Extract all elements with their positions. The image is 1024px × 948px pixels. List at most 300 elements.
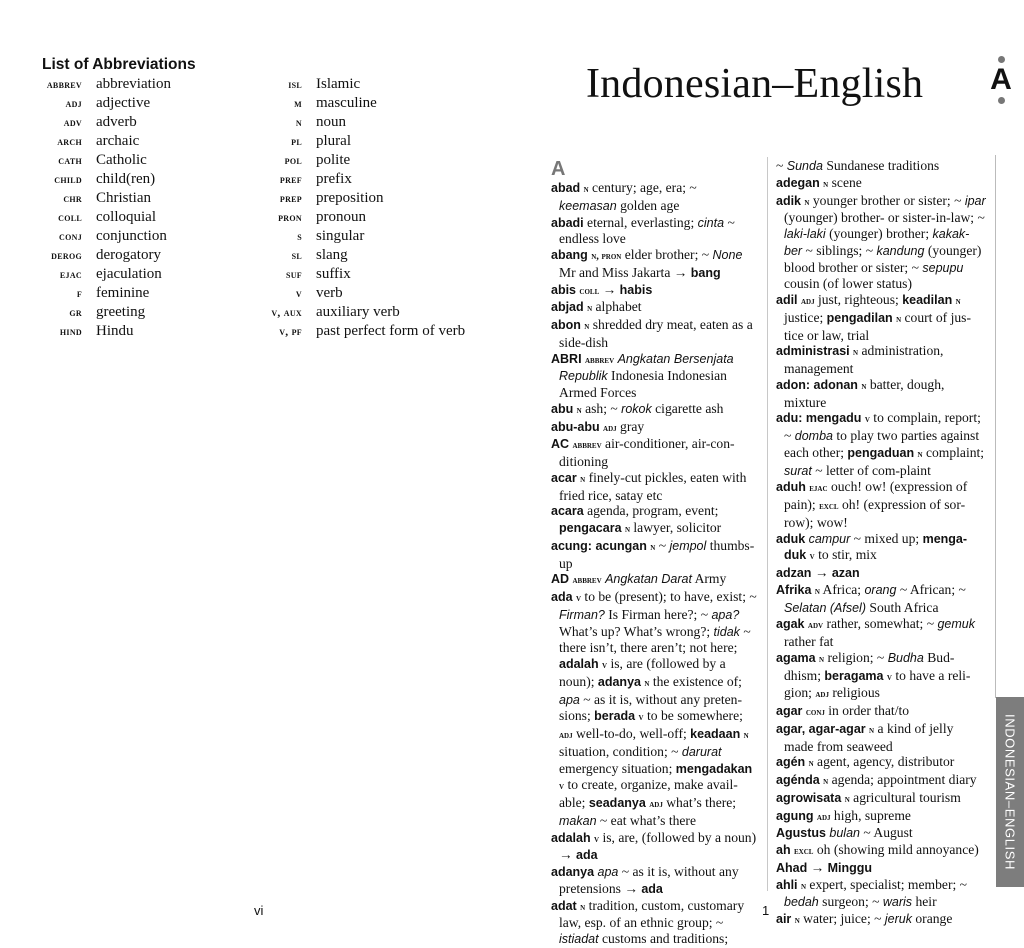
entry-headword: azan bbox=[831, 566, 860, 580]
entry-part-of-speech: coll bbox=[579, 285, 600, 297]
entry-headword: ada bbox=[551, 590, 573, 604]
thumb-dot-top bbox=[998, 56, 1005, 63]
entry-text: oh! (expression of sor-row); wow! bbox=[784, 497, 966, 530]
dictionary-entry bbox=[776, 650, 986, 703]
entry-headword: menga-duk bbox=[784, 531, 968, 563]
entry-text: heir bbox=[912, 894, 937, 910]
entry-text: ~ as it is, without any pretensions → bbox=[559, 864, 739, 896]
entry-headword: ABRI bbox=[551, 351, 582, 366]
entry-text: ~ as it is, without any preten-sions; bbox=[559, 691, 743, 724]
entry-text: lawyer, solicitor bbox=[630, 520, 722, 535]
entry-headword: ahli bbox=[776, 877, 798, 892]
entry-headword: seadanya bbox=[588, 796, 646, 810]
entry-text: just, righteous; bbox=[814, 292, 903, 307]
dictionary-entry bbox=[776, 911, 986, 929]
entry-part-of-speech: n bbox=[794, 915, 800, 926]
abbreviation-row bbox=[232, 323, 465, 342]
entry-text: air-conditioner, air-con-ditioning bbox=[559, 436, 735, 469]
abbreviation-row bbox=[232, 266, 465, 285]
dictionary-entry bbox=[776, 479, 986, 530]
abbreviation-code: pref bbox=[279, 174, 302, 186]
entry-headword: agar bbox=[776, 704, 803, 718]
entry-text: to create, organize, make avail-able; bbox=[559, 777, 738, 810]
abbreviation-code: child bbox=[54, 174, 82, 186]
entry-headword: acar bbox=[551, 470, 577, 485]
entry-text: is, are (followed by a noun); bbox=[559, 656, 726, 689]
entry-text: South Africa bbox=[865, 599, 939, 615]
abbreviation-row bbox=[30, 133, 171, 152]
entry-text: eternal, everlasting; bbox=[583, 214, 698, 230]
abbreviation-code: m bbox=[294, 98, 302, 110]
entry-example: Budha bbox=[887, 650, 924, 665]
entry-text: justice; bbox=[784, 309, 827, 325]
abbreviations-column-2 bbox=[232, 76, 465, 342]
abbreviation-row bbox=[30, 190, 171, 209]
entry-text: what’s there; bbox=[662, 795, 737, 810]
entry-text: high, supreme bbox=[830, 807, 911, 823]
abbreviation-meaning: derogatory bbox=[96, 247, 161, 263]
entry-text: century; age, era; ~ bbox=[588, 180, 697, 195]
dictionary-entry bbox=[776, 772, 986, 790]
dictionary-entry bbox=[551, 419, 757, 437]
abbreviation-code: pol bbox=[284, 155, 302, 167]
entry-part-of-speech: adj bbox=[649, 799, 663, 810]
entry-text: → bbox=[599, 281, 620, 297]
entry-text: well-to-do, well-off; bbox=[572, 726, 691, 741]
entry-text: golden age bbox=[616, 197, 680, 213]
entry-headword: abad bbox=[551, 181, 581, 195]
dictionary-entry bbox=[776, 292, 986, 343]
entry-headword: acung: acungan bbox=[551, 538, 647, 553]
entry-headword: Afrika bbox=[776, 582, 812, 597]
entry-headword: agama bbox=[776, 650, 816, 665]
entry-text: rather, somewhat; ~ bbox=[823, 616, 938, 632]
entry-part-of-speech: conj bbox=[805, 707, 825, 718]
abbreviation-meaning: colloquial bbox=[96, 209, 156, 225]
entry-text: Mr and Miss Jakarta → bbox=[559, 264, 691, 280]
entry-part-of-speech: n bbox=[583, 184, 589, 195]
entry-part-of-speech: n bbox=[808, 758, 814, 770]
entry-text: ~ siblings; ~ bbox=[802, 242, 877, 258]
entry-text: ~ August bbox=[860, 825, 913, 841]
entry-example: gemuk bbox=[937, 617, 976, 632]
abbreviation-row bbox=[30, 304, 171, 323]
entry-part-of-speech: n bbox=[644, 677, 650, 689]
column-divider bbox=[767, 157, 768, 891]
entry-part-of-speech: adj bbox=[815, 689, 829, 701]
page-number-left: vi bbox=[254, 903, 264, 918]
dictionary-entry bbox=[551, 282, 757, 300]
abbreviation-meaning: adverb bbox=[96, 114, 137, 130]
entry-example: kakak-ber bbox=[784, 227, 970, 258]
entry-text: → bbox=[811, 565, 832, 580]
entry-text: situation, condition; ~ bbox=[559, 743, 682, 759]
entry-part-of-speech: adj bbox=[559, 730, 573, 741]
abbreviation-row bbox=[232, 209, 465, 228]
entry-text: agricultural tourism bbox=[849, 789, 961, 805]
entry-text: emergency situation; bbox=[559, 760, 676, 776]
entry-headword: abu bbox=[551, 401, 574, 416]
entry-example: cinta bbox=[697, 215, 725, 230]
entry-text: tradition, custom, customary law, esp. of an ethnic group; ~ bbox=[559, 897, 745, 931]
entry-text: ~ African; ~ bbox=[896, 581, 966, 597]
entry-example: None bbox=[712, 248, 743, 262]
abbreviation-code: s bbox=[297, 231, 302, 243]
entry-headword: agar, agar-agar bbox=[776, 721, 866, 736]
entry-headword: abang bbox=[551, 248, 588, 262]
abbreviation-code: v bbox=[295, 288, 302, 300]
entry-example: laki-laki bbox=[784, 227, 826, 241]
entry-headword: ah bbox=[776, 843, 791, 857]
entry-text: to stir, mix bbox=[814, 547, 877, 563]
abbreviation-code: arch bbox=[57, 136, 82, 148]
abbreviation-meaning: preposition bbox=[316, 190, 384, 206]
dictionary-title: Indonesian–English bbox=[586, 61, 924, 107]
dictionary-entry bbox=[776, 754, 986, 772]
entry-text: Sundanese traditions bbox=[822, 158, 940, 173]
abbreviation-row bbox=[232, 95, 465, 114]
side-rule bbox=[995, 155, 996, 698]
abbreviation-code: abbrev bbox=[46, 79, 82, 91]
entry-part-of-speech: v bbox=[602, 660, 608, 671]
dictionary-entry bbox=[551, 436, 757, 470]
entry-text: religious bbox=[828, 685, 880, 701]
entry-example: makan bbox=[559, 813, 597, 828]
abbreviation-meaning: plural bbox=[316, 133, 351, 149]
entry-headword: abis bbox=[551, 282, 577, 297]
entry-part-of-speech: v bbox=[559, 781, 565, 793]
entry-part-of-speech: n bbox=[823, 776, 829, 787]
entry-example: Firman? bbox=[559, 607, 605, 622]
abbreviation-meaning: greeting bbox=[96, 304, 146, 320]
abbreviation-meaning: conjunction bbox=[96, 228, 167, 244]
entry-headword: mengadakan bbox=[675, 761, 753, 776]
abbreviation-code: hind bbox=[59, 326, 82, 338]
entry-text: finely-cut pickles, eaten with fried rice, satay etc bbox=[559, 469, 747, 503]
entry-headword: adalah bbox=[551, 830, 591, 845]
abbreviation-code: n bbox=[295, 117, 302, 129]
abbreviation-code: pron bbox=[278, 212, 302, 224]
abbreviation-meaning: singular bbox=[316, 228, 365, 244]
entry-text: to be somewhere; bbox=[643, 708, 743, 724]
entry-headword: beragama bbox=[824, 668, 884, 683]
dictionary-entry bbox=[551, 215, 757, 248]
entry-headword: air bbox=[776, 912, 792, 926]
dictionary-entry bbox=[776, 703, 986, 721]
dictionary-entry bbox=[551, 503, 757, 538]
entry-example: tidak bbox=[713, 624, 740, 639]
entry-text: ~ letter of com-plaint bbox=[811, 462, 931, 478]
abbreviation-code: sl bbox=[291, 250, 302, 262]
abbreviation-code: chr bbox=[63, 193, 82, 205]
abbreviation-meaning: archaic bbox=[96, 133, 140, 149]
entry-text: ~ endless love bbox=[559, 214, 735, 247]
abbreviation-row bbox=[232, 133, 465, 152]
dictionary-entry bbox=[776, 531, 986, 566]
abbreviation-meaning: verb bbox=[316, 285, 343, 301]
entry-headword: keadaan bbox=[690, 727, 741, 741]
entry-text: ~ there isn’t, there aren’t; not here; bbox=[559, 623, 751, 656]
entry-part-of-speech: excl bbox=[819, 501, 839, 512]
entry-text: in order that/to bbox=[824, 703, 910, 718]
entry-example: waris bbox=[882, 895, 913, 910]
entry-text: scene bbox=[828, 174, 862, 190]
dictionary-entry bbox=[551, 351, 757, 401]
entry-example: Selatan (Afsel) bbox=[784, 600, 866, 615]
entry-part-of-speech: n bbox=[955, 296, 961, 307]
abbreviation-meaning: adjective bbox=[96, 95, 151, 111]
entry-part-of-speech: n, pron bbox=[591, 251, 622, 262]
entry-part-of-speech: n bbox=[584, 321, 590, 332]
entry-part-of-speech: n bbox=[853, 347, 859, 359]
entry-part-of-speech: ejac bbox=[809, 483, 828, 495]
entry-text: to be (present); to have, exist; ~ bbox=[581, 589, 757, 604]
entry-headword: abon bbox=[551, 318, 581, 332]
dictionary-entry bbox=[776, 175, 986, 193]
entry-part-of-speech: abbrev bbox=[572, 440, 602, 452]
abbreviation-meaning: pronoun bbox=[316, 209, 366, 225]
entry-part-of-speech: adj bbox=[603, 422, 617, 434]
entry-text: Bud-dhism; bbox=[784, 649, 955, 683]
entry-part-of-speech: n bbox=[844, 793, 850, 805]
entry-text: oh (showing mild annoyance) bbox=[813, 842, 979, 857]
abbreviation-code: conj bbox=[59, 231, 82, 243]
entry-example: apa bbox=[559, 692, 580, 707]
entry-part-of-speech: n bbox=[743, 730, 749, 741]
dictionary-entry bbox=[776, 721, 986, 755]
entry-headword: ada bbox=[641, 881, 663, 896]
entry-example: Angkatan Darat bbox=[605, 572, 692, 587]
entry-headword: Minggu bbox=[827, 860, 873, 875]
abbreviations-column-1 bbox=[30, 76, 171, 342]
entry-text: elder brother; ~ bbox=[621, 247, 713, 262]
dictionary-column-left bbox=[551, 158, 757, 948]
dictionary-entry bbox=[776, 193, 986, 293]
abbreviation-row bbox=[232, 190, 465, 209]
entry-part-of-speech: n bbox=[896, 313, 902, 325]
entry-part-of-speech: n bbox=[917, 448, 923, 460]
entry-text: religion; ~ bbox=[824, 649, 888, 665]
entry-text: is, are, (followed by a noun) → bbox=[559, 829, 757, 863]
entry-headword: adalah bbox=[559, 657, 599, 671]
dictionary-entry bbox=[551, 538, 757, 572]
abbreviation-code: pl bbox=[291, 136, 302, 148]
abbreviation-row bbox=[232, 247, 465, 266]
dictionary-entry bbox=[551, 864, 757, 898]
entry-text: ~ eat what’s there bbox=[596, 812, 696, 828]
entry-headword: adu: mengadu bbox=[776, 411, 862, 426]
entry-headword: keadilan bbox=[902, 293, 953, 307]
dictionary-entry bbox=[776, 808, 986, 826]
entry-headword: aduh bbox=[776, 480, 806, 495]
dictionary-entry bbox=[551, 830, 757, 865]
entry-example: Angkatan Bersenjata Republik bbox=[559, 351, 734, 384]
abbreviation-row bbox=[30, 228, 171, 247]
entry-part-of-speech: n bbox=[800, 880, 807, 892]
entry-text: rather fat bbox=[784, 634, 834, 649]
entry-text: Africa; bbox=[819, 581, 865, 597]
entry-headword: abadi bbox=[551, 215, 584, 230]
entry-example: campur bbox=[808, 531, 851, 546]
abbreviation-code: prep bbox=[279, 193, 302, 205]
entry-text: younger brother or sister; ~ bbox=[809, 192, 965, 208]
entry-text: Indonesia Indonesian Armed Forces bbox=[559, 368, 727, 400]
abbreviation-code: cath bbox=[58, 155, 82, 167]
entry-part-of-speech: v bbox=[594, 833, 600, 845]
abbreviation-meaning: slang bbox=[316, 247, 348, 263]
abbreviation-meaning: Islamic bbox=[316, 76, 361, 92]
entry-text: cousin (of lower status) bbox=[784, 276, 912, 292]
abbreviation-code: isl bbox=[288, 79, 302, 91]
dictionary-entry bbox=[776, 565, 986, 582]
dictionary-entry bbox=[776, 377, 986, 411]
entry-example: jeruk bbox=[884, 912, 912, 926]
abbreviation-row bbox=[232, 304, 465, 323]
abbreviation-meaning: noun bbox=[316, 114, 346, 130]
entry-text: to play two parties against each other; bbox=[784, 428, 980, 460]
entry-example: sepupu bbox=[922, 260, 964, 275]
entry-text: (younger) brother; bbox=[825, 226, 933, 241]
entry-text: expert, specialist; member; ~ bbox=[806, 876, 968, 892]
abbreviation-row bbox=[30, 247, 171, 266]
entry-part-of-speech: v bbox=[886, 671, 892, 683]
entry-headword: adanya bbox=[597, 674, 641, 689]
entry-text: the existence of; bbox=[649, 673, 742, 689]
dictionary-entry bbox=[551, 247, 757, 282]
entries-left bbox=[551, 180, 757, 948]
dictionary-column-right bbox=[776, 158, 986, 929]
entry-headword: adzan bbox=[776, 566, 812, 580]
entry-text: gray bbox=[616, 418, 645, 434]
entry-headword: agrowisata bbox=[776, 790, 842, 805]
abbreviation-row bbox=[30, 209, 171, 228]
entry-text: administration, management bbox=[784, 343, 944, 376]
entry-text: shredded dry meat, eaten as a side-dish bbox=[559, 317, 753, 350]
entry-text: ~ bbox=[776, 158, 787, 173]
entry-headword: pengadilan bbox=[826, 310, 893, 325]
dictionary-entry bbox=[551, 317, 757, 351]
abbreviation-row bbox=[30, 171, 171, 190]
entry-text: alphabet bbox=[592, 299, 642, 315]
entry-example: kandung bbox=[876, 243, 925, 258]
entry-part-of-speech: n bbox=[861, 380, 867, 392]
abbreviation-meaning: feminine bbox=[96, 285, 150, 301]
entry-text: (younger) brother- or sister-in-law; ~ bbox=[784, 210, 985, 226]
dictionary-entry bbox=[776, 877, 986, 912]
dictionary-entry bbox=[551, 571, 757, 589]
abbreviation-meaning: Hindu bbox=[96, 323, 134, 339]
entry-text: court of jus-tice or law, trial bbox=[784, 309, 971, 343]
abbreviation-meaning: masculine bbox=[316, 95, 377, 111]
abbreviation-code: derog bbox=[51, 250, 82, 262]
dictionary-entry bbox=[551, 401, 757, 419]
entry-headword: adanya bbox=[551, 865, 595, 879]
thumb-letter: A bbox=[990, 63, 1012, 96]
entry-headword: agénda bbox=[776, 773, 820, 787]
entry-example: jempol bbox=[669, 538, 707, 553]
abbreviation-row bbox=[30, 152, 171, 171]
entry-part-of-speech: n bbox=[814, 585, 820, 597]
entry-text: agenda; appointment diary bbox=[828, 772, 977, 787]
entry-text: complaint; bbox=[922, 444, 985, 460]
entry-part-of-speech: adj bbox=[816, 811, 831, 823]
abbreviation-row bbox=[232, 152, 465, 171]
entry-example: rokok bbox=[621, 401, 652, 416]
abbreviation-row bbox=[30, 114, 171, 133]
entry-headword: adegan bbox=[776, 175, 820, 190]
abbreviation-meaning: polite bbox=[316, 152, 351, 168]
abbreviation-row bbox=[30, 266, 171, 285]
entry-example: domba bbox=[794, 429, 833, 443]
entry-text: customs and traditions; bbox=[598, 931, 729, 946]
abbreviation-row bbox=[232, 76, 465, 95]
entry-text: ash; ~ bbox=[581, 400, 622, 416]
entry-headword: agén bbox=[776, 755, 806, 770]
entry-example: istiadat bbox=[559, 932, 599, 946]
abbreviation-code: f bbox=[76, 288, 82, 300]
dictionary-entry bbox=[776, 825, 986, 842]
dictionary-entry bbox=[551, 589, 757, 830]
entry-text: (younger) blood brother or sister; ~ bbox=[784, 242, 982, 275]
abbreviation-meaning: past perfect form of verb bbox=[316, 323, 466, 339]
abbreviation-code: suf bbox=[285, 269, 302, 281]
entry-headword: agak bbox=[776, 617, 805, 632]
thumb-dot-bottom bbox=[998, 97, 1005, 104]
entry-part-of-speech: v bbox=[809, 551, 815, 563]
abbreviation-meaning: suffix bbox=[316, 266, 351, 282]
abbreviation-code: coll bbox=[58, 212, 82, 224]
entry-text: Is Firman here?; ~ bbox=[604, 606, 712, 622]
dictionary-entry bbox=[551, 180, 757, 215]
entry-text: What’s up? What’s wrong?; bbox=[559, 623, 714, 639]
abbreviation-code: adv bbox=[63, 117, 82, 129]
entry-headword: bang bbox=[690, 265, 721, 280]
entry-example: orang bbox=[864, 582, 897, 597]
entry-example: ipar bbox=[964, 193, 986, 208]
dictionary-entry bbox=[551, 470, 757, 504]
entry-text: batter, dough, mixture bbox=[784, 376, 945, 410]
entry-example: darurat bbox=[681, 744, 722, 759]
page-number-right: 1 bbox=[762, 903, 770, 918]
side-tab bbox=[996, 697, 1024, 887]
entry-text: → bbox=[807, 859, 828, 875]
abbreviation-code: v, aux bbox=[271, 307, 302, 319]
abbreviation-meaning: prefix bbox=[316, 171, 352, 187]
entry-example: bedah bbox=[784, 895, 819, 910]
entry-text: ouch! ow! (expression of pain); bbox=[784, 479, 968, 512]
entry-headword: adon: adonan bbox=[776, 377, 858, 392]
entry-text: to have a reli-gion; bbox=[784, 667, 971, 701]
entry-example: keemasan bbox=[559, 198, 617, 213]
entry-part-of-speech: excl bbox=[794, 846, 814, 857]
entry-part-of-speech: abbrev bbox=[584, 354, 615, 366]
entry-headword: ada bbox=[576, 848, 598, 863]
entry-part-of-speech: v bbox=[575, 593, 582, 604]
entry-headword: administrasi bbox=[776, 344, 850, 359]
entry-text: agenda, program, event; bbox=[583, 503, 719, 519]
entry-part-of-speech: n bbox=[624, 524, 630, 535]
entry-text: ~ bbox=[655, 537, 670, 553]
abbreviation-meaning: child(ren) bbox=[96, 171, 156, 187]
entry-text: water; juice; ~ bbox=[799, 911, 885, 926]
entry-headword: habis bbox=[619, 282, 653, 297]
entry-part-of-speech: n bbox=[580, 473, 586, 485]
entry-example: apa bbox=[597, 865, 619, 879]
abbreviation-code: v, pf bbox=[279, 326, 302, 338]
entry-example: surat bbox=[784, 463, 812, 478]
dictionary-entry bbox=[776, 582, 986, 617]
entry-part-of-speech: n bbox=[576, 404, 582, 416]
